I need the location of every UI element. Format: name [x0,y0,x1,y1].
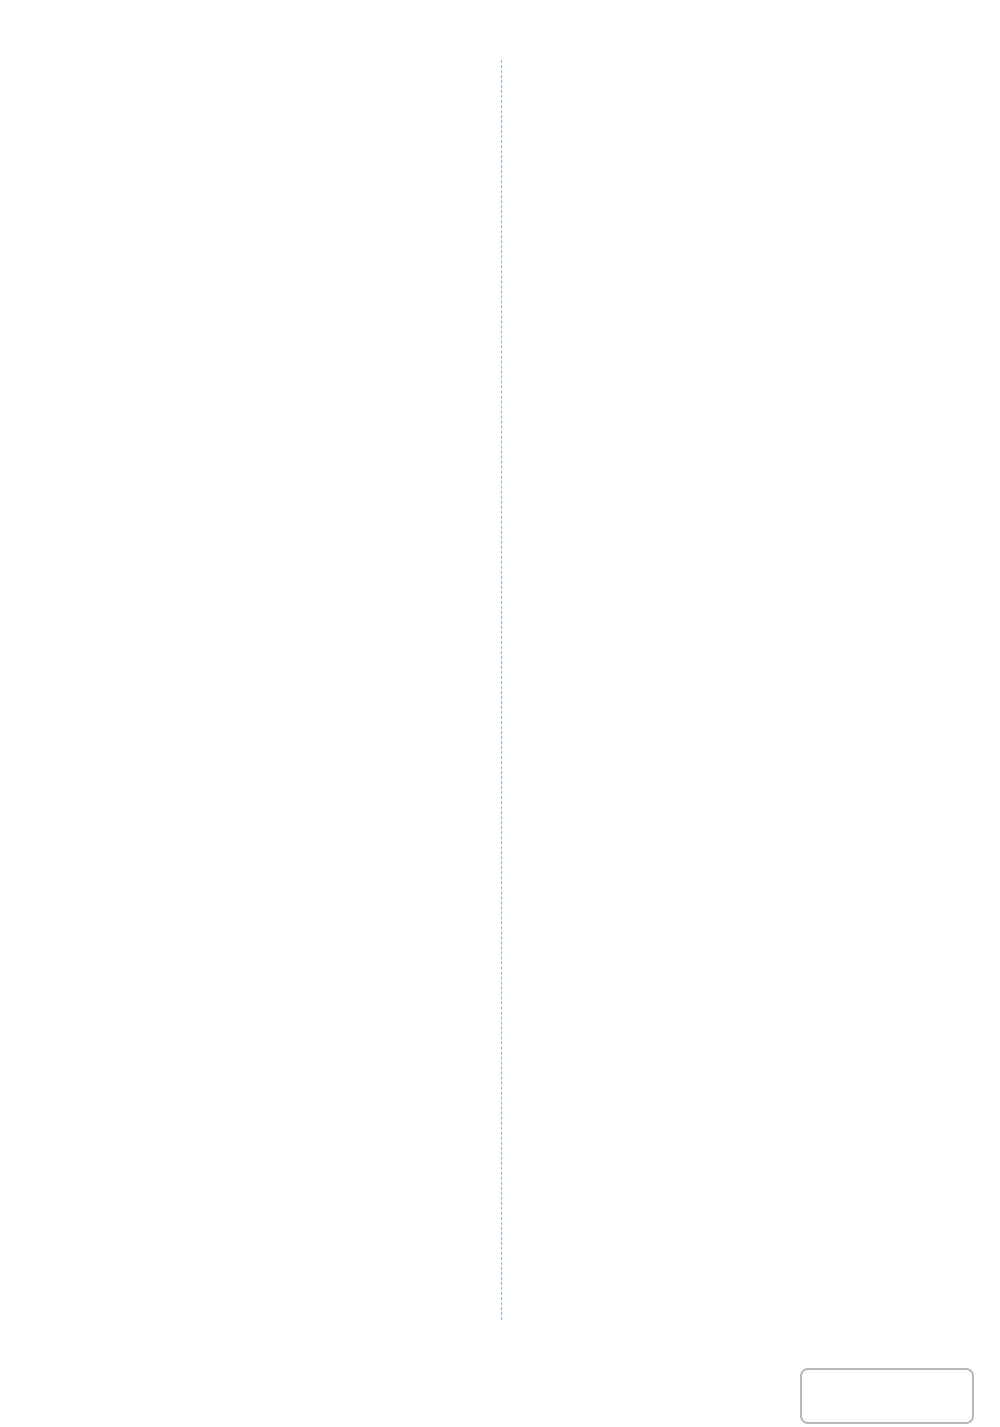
column-divider [501,60,502,1320]
right-column [510,44,918,48]
watermark-logo [800,1368,974,1424]
left-column [80,44,492,48]
